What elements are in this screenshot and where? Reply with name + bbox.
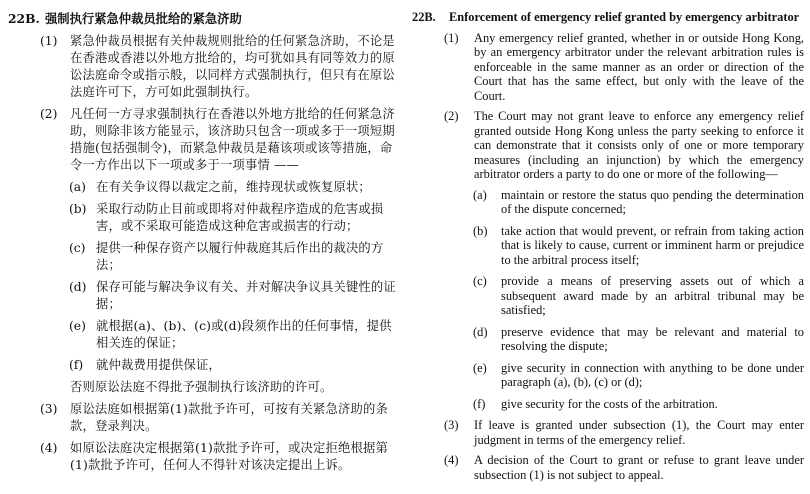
paragraph-text: 采取行动防止目前或即将对仲裁程序造成的危害或损害，或不采取可能造成这种危害或损害的行动； <box>96 202 384 233</box>
subsection-text: The Court may not grant leave to enforce any emergency relief granted outside Hong Kong unless the party seeking to enforce it can demonstrate that it consists only of one or more temporary measures (including an injunction) by which the emergency arbitrator orders a party to do one or more of the following— <box>474 109 804 181</box>
paragraph-letter: (e) <box>69 319 86 333</box>
subsection-text: 凡任何一方寻求强制执行在香港以外地方批给的任何紧急济助，则除非该方能显示，该济助只包含一项或多于一项短期措施(包括强制令)，而紧急仲裁员是藉该项或该等措施，命令一方作出以下一项或多于一项事情 —— <box>70 107 395 172</box>
paragraph-zh-d <box>8 279 398 313</box>
paragraph-text: 在有关争议得以裁定之前，维持现状或恢复原状； <box>96 180 371 194</box>
subsection-en-1 <box>412 31 804 104</box>
subsection-text: 如原讼法庭决定根据第(1)款批予许可，或决定拒绝根据第(1)款批予许可，任何人不得针对该决定提出上诉。 <box>70 441 388 472</box>
paragraph-text: provide a means of preserving assets out of which a subsequent award made by an arbitral tribunal may be satisfied; <box>501 274 804 317</box>
subsection-zh-3 <box>8 401 398 435</box>
paragraph-letter: (a) <box>69 180 86 194</box>
paragraph-text: 保存可能与解决争议有关、并对解决争议具关键性的证据； <box>96 280 396 311</box>
paragraph-letter: (e) <box>473 360 487 375</box>
paragraph-text: 就根据(a)、(b)、(c)或(d)段须作出的任何事情，提供相关连的保证； <box>96 319 392 350</box>
paragraph-letter: (f) <box>473 396 486 411</box>
subsection-en-4 <box>412 453 804 482</box>
subsection-text: 原讼法庭如根据第(1)款批予许可，可按有关紧急济助的条款，登录判决。 <box>70 402 388 433</box>
subsection-number: (1) <box>40 34 58 48</box>
subsection-text: If leave is granted under subsection (1), the Court may enter judgment in terms of the emergency relief. <box>474 418 804 447</box>
paragraph-en-c <box>412 274 804 318</box>
chinese-column <box>8 10 398 479</box>
paragraph-text: give security in connection with anything to be done under paragraph (a), (b), (c) or (d); <box>501 360 804 389</box>
section-heading-zh <box>8 10 398 27</box>
section-title-en: Enforcement of emergency relief granted by emergency arbitrator <box>449 10 800 24</box>
paragraph-letter: (b) <box>69 202 87 216</box>
paragraph-text: 提供一种保存资产以履行仲裁庭其后作出的裁决的方法； <box>96 241 384 272</box>
paragraph-text: maintain or restore the status quo pending the determination of the dispute concerned; <box>501 187 804 216</box>
subsection-zh-2 <box>8 106 398 174</box>
paragraph-letter: (b) <box>473 223 488 238</box>
paragraph-letter: (d) <box>473 324 488 339</box>
subsection-number: (2) <box>40 107 58 121</box>
subsection-text: Any emergency relief granted, whether in or outside Hong Kong, by an emergency arbitrator under the relevant arbitration rules is enforceable in the same manner as an order or direction of the Court that has the same effect, but only with the leave of the Court. <box>474 30 804 103</box>
paragraph-zh-a <box>8 179 398 196</box>
paragraph-en-a <box>412 188 804 217</box>
paragraph-en-b <box>412 224 804 268</box>
paragraph-zh-b <box>8 201 398 235</box>
paragraph-letter: (f) <box>69 358 84 372</box>
subsection-number: (2) <box>444 109 459 123</box>
paragraph-letter: (d) <box>69 280 87 294</box>
paragraph-text: 就仲裁费用提供保证， <box>96 358 221 372</box>
section-number-zh: 22B. <box>8 11 40 26</box>
subsection-zh-1 <box>8 33 398 101</box>
paragraph-en-f <box>412 397 804 412</box>
section-title-zh: 强制执行紧急仲裁员批给的紧急济助 <box>45 11 242 26</box>
subsection-number: (4) <box>40 441 58 455</box>
subsection-number: (3) <box>40 402 58 416</box>
subsection-text: 紧急仲裁员根据有关仲裁规则批给的任何紧急济助，不论是在香港或香港以外地方批给的，均可犹如具有同等效力的原讼法庭命令或指示般，以同样方式强制执行，但只有在原讼法庭许可下，方可如此强制执行。 <box>70 34 395 99</box>
english-column <box>412 10 804 488</box>
subsection-en-2 <box>412 109 804 182</box>
section-number-en: 22B. <box>412 10 436 24</box>
paragraph-zh-c <box>8 240 398 274</box>
paragraph-zh-f <box>8 357 398 374</box>
subsection-en-3 <box>412 418 804 447</box>
paragraph-letter: (a) <box>473 187 487 202</box>
subsection-zh-4 <box>8 440 398 474</box>
section-heading-en <box>412 10 804 25</box>
paragraph-text: take action that would prevent, or refrain from taking action that is likely to cause, current or imminent harm or prejudice to the arbitral process itself; <box>501 223 804 267</box>
paragraph-letter: (c) <box>69 241 86 255</box>
closing-clause-zh: 否则原讼法庭不得批予强制执行该济助的许可。 <box>70 380 333 394</box>
subsection-number: (3) <box>444 418 459 432</box>
subsection-text: A decision of the Court to grant or refuse to grant leave under subsection (1) is not subject to appeal. <box>474 453 804 482</box>
paragraph-en-e <box>412 361 804 390</box>
paragraph-zh-e <box>8 318 398 352</box>
paragraph-text: give security for the costs of the arbitration. <box>501 396 718 411</box>
paragraph-text: preserve evidence that may be relevant and material to resolving the dispute; <box>501 324 804 353</box>
paragraph-letter: (c) <box>473 274 487 288</box>
subsection-number: (1) <box>444 30 459 45</box>
subsection-number: (4) <box>444 453 459 467</box>
paragraph-en-d <box>412 325 804 354</box>
